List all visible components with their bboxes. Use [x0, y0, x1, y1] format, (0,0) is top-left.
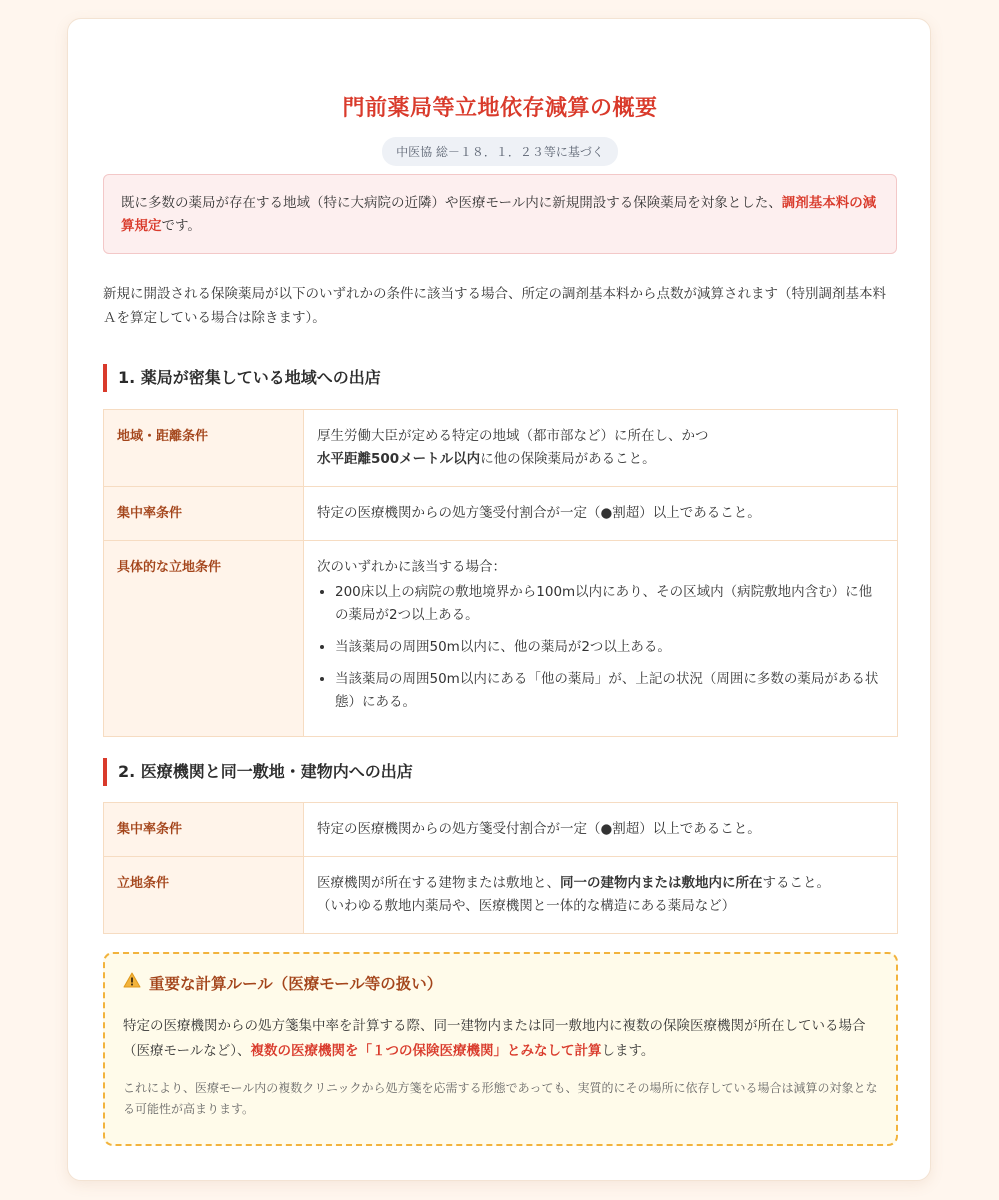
- intro-callout: [103, 174, 897, 254]
- row-label-location: 具体的な立地条件: [104, 541, 304, 737]
- section1-heading: 1. 薬局が密集している地域への出店: [103, 364, 899, 392]
- intro-text: 既に多数の薬局が存在する地域（特に大病院の近隣）や医療モール内に新規開設する保険薬局を対象とした、: [121, 195, 782, 211]
- distance-rest: に他の保険薬局があること。: [480, 451, 656, 467]
- content-card: [67, 18, 931, 1181]
- section2-table: [103, 802, 898, 934]
- row-value-concentration: 特定の医療機関からの処方箋受付割合が一定（●割超）以上であること。: [304, 487, 898, 541]
- list-item: • 200床以上の病院の敷地境界から100m以内にあり、その区域内（病院敷地内含む）に他の薬局が2つ以上ある。: [335, 581, 884, 627]
- warning-body-text: 特定の医療機関からの処方箋集中率を計算する際、同一建物内または同一敷地内に複数の保険医療機関が所在している場合（医療モールなど）、: [123, 1018, 866, 1059]
- list-item: • 当該薬局の周囲50m以内に、他の薬局が2つ以上ある。: [335, 636, 884, 659]
- warning-body-end: します。: [601, 1043, 655, 1059]
- warning-note: これにより、医療モール内の複数クリニックから処方箋を応需する形態であっても、実質的にその場所に依存している場合は減算の対象となる可能性が高まります。: [123, 1081, 878, 1116]
- row-value-site: [304, 857, 898, 934]
- warning-body: [123, 1014, 878, 1064]
- warning-heading-text: 重要な計算ルール（医療モール等の扱い）: [149, 975, 443, 993]
- section1-table: [103, 409, 898, 737]
- table-row: [104, 410, 898, 487]
- subtitle-wrapper: [68, 137, 932, 166]
- distance-line2: [317, 448, 884, 471]
- list-item: • 当該薬局の周囲50m以内にある「他の薬局」が、上記の状況（周囲に多数の薬局がある状態）にある。: [335, 668, 884, 714]
- warning-callout: [103, 952, 898, 1146]
- source-badge: 中医協 総－１８．１．２３等に基づく: [382, 137, 618, 166]
- distance-line1: 厚生労働大臣が定める特定の地域（都市部など）に所在し、かつ: [317, 428, 709, 444]
- warning-highlight: 複数の医療機関を「１つの保険医療機関」とみなして計算: [250, 1043, 602, 1059]
- lead-paragraph: 新規に開設される保険薬局が以下のいずれかの条件に該当する場合、所定の調剤基本料から点数が減算されます（特別調剤基本料Ａを算定している場合は除きます）。: [103, 286, 886, 326]
- intro-text-end: です。: [161, 218, 201, 234]
- warning-heading: [123, 972, 878, 996]
- location-list: [317, 581, 884, 714]
- row-label-site: 立地条件: [104, 857, 304, 934]
- site-bold: 同一の建物内または敷地内に所在: [560, 875, 763, 891]
- page-title: 門前薬局等立地依存減算の概要: [342, 96, 658, 121]
- table-row: [104, 803, 898, 857]
- row-value-location: [304, 541, 898, 737]
- site-line1: [317, 872, 884, 895]
- warning-icon: [123, 971, 141, 995]
- location-intro: 次のいずれかに該当する場合：: [317, 559, 506, 575]
- distance-bold: 水平距離500メートル以内: [317, 451, 481, 467]
- site-line2: （いわゆる敷地内薬局や、医療機関と一体的な構造にある薬局など）: [317, 898, 736, 914]
- site-text-end: すること。: [762, 875, 830, 891]
- row-label-distance: 地域・距離条件: [104, 410, 304, 487]
- row-label-concentration: 集中率条件: [104, 487, 304, 541]
- row-label-concentration-2: 集中率条件: [104, 803, 304, 857]
- table-row: [104, 857, 898, 934]
- section2-heading: 2. 医療機関と同一敷地・建物内への出店: [103, 758, 899, 786]
- table-row: [104, 487, 898, 541]
- site-text: 医療機関が所在する建物または敷地と、: [317, 875, 560, 891]
- table-row: [104, 541, 898, 737]
- row-value-distance: [304, 410, 898, 487]
- row-value-concentration-2: 特定の医療機関からの処方箋受付割合が一定（●割超）以上であること。: [304, 803, 898, 857]
- intro-highlight: 調剤基本料の減算規定: [121, 195, 877, 234]
